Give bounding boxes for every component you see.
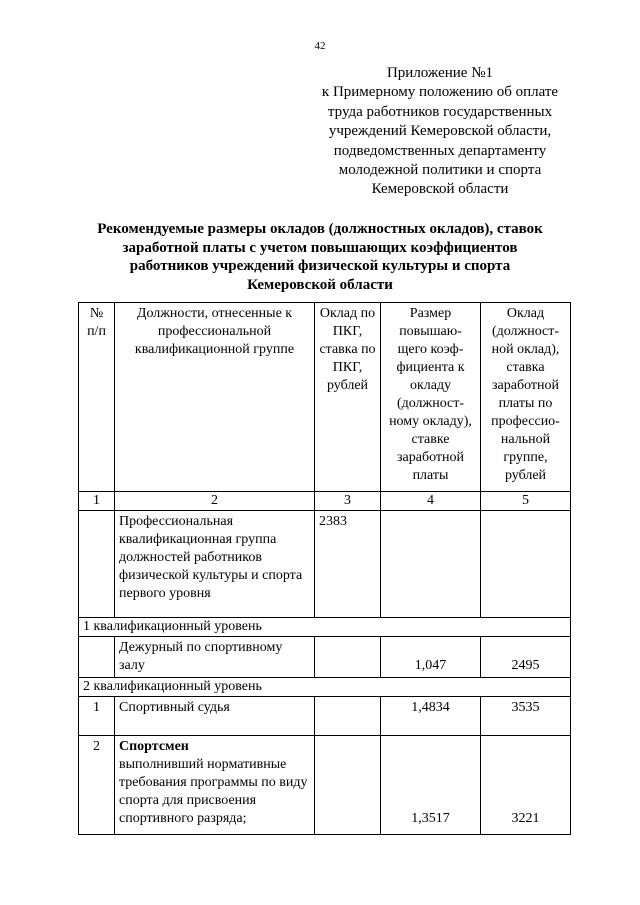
header-position: Должности, отнесенные к профессиональной квалификационной группе bbox=[115, 303, 315, 492]
column-number: 3 bbox=[315, 492, 381, 511]
row-num: 1 bbox=[79, 697, 115, 736]
column-number: 4 bbox=[381, 492, 481, 511]
level-label: 2 квалификационный уровень bbox=[79, 678, 571, 697]
annex-line: молодежной политики и спорта bbox=[338, 162, 542, 179]
level-label: 1 квалификационный уровень bbox=[79, 618, 571, 637]
annex-line: подведомственных департаменту bbox=[333, 142, 547, 159]
row-salary: 3535 bbox=[481, 697, 571, 736]
annex-line: Приложение №1 bbox=[386, 65, 494, 81]
row-coefficient: 1,3517 bbox=[381, 736, 481, 835]
annex-line: к Примерному положению об оплате bbox=[321, 84, 559, 101]
annex-line: Кемеровской области bbox=[371, 181, 509, 198]
annex-line: учреждений Кемеровской области, bbox=[328, 123, 552, 140]
row-salary: 2495 bbox=[481, 637, 571, 678]
header-coefficient: Размер повышаю-щего коэф-фициента к окладу (должност-ному окладу), ставке заработной платы bbox=[381, 303, 481, 492]
group-row bbox=[79, 511, 571, 618]
group-salary-pkg: 2383 bbox=[315, 511, 381, 618]
page-number: 42 bbox=[314, 40, 326, 52]
row-num bbox=[79, 637, 115, 678]
column-number: 1 bbox=[79, 492, 115, 511]
row-salary-pkg bbox=[315, 697, 381, 736]
level-row bbox=[79, 618, 571, 637]
row-salary: 3221 bbox=[481, 736, 571, 835]
column-number: 2 bbox=[115, 492, 315, 511]
column-number: 5 bbox=[481, 492, 571, 511]
row-position-cell bbox=[115, 736, 315, 835]
header-salary-final: Оклад (должност-ной оклад), ставка заработной платы по профессио-нальной группе, рублей bbox=[481, 303, 571, 492]
row-coefficient: 1,047 bbox=[381, 637, 481, 678]
row-position-note: выполнивший нормативные требования программы по виду спорта для присвоения спортивного разряда; bbox=[119, 757, 308, 826]
salary-table bbox=[78, 302, 571, 835]
table-row bbox=[79, 637, 571, 678]
level-row bbox=[79, 678, 571, 697]
row-salary-pkg bbox=[315, 736, 381, 835]
title-line: Кемеровской области bbox=[247, 276, 393, 293]
row-position-name: Дежурный по спортивному залу bbox=[115, 637, 315, 678]
title-line: Рекомендуемые размеры окладов (должностных окладов), ставок bbox=[97, 221, 543, 237]
group-name: Профессиональная квалификационная группа должностей работников физической культуры и спорта первого уровня bbox=[115, 511, 315, 618]
column-number-row bbox=[79, 492, 571, 511]
group-coefficient bbox=[381, 511, 481, 618]
document-title bbox=[60, 220, 580, 294]
group-salary-final bbox=[481, 511, 571, 618]
row-salary-pkg bbox=[315, 637, 381, 678]
header-num: № п/п bbox=[79, 303, 115, 492]
table-row bbox=[79, 736, 571, 835]
row-position-name: Спортивный судья bbox=[115, 697, 315, 736]
table-row bbox=[79, 697, 571, 736]
row-num: 2 bbox=[79, 736, 115, 835]
title-line: заработной платы с учетом повышающих коэффициентов bbox=[122, 239, 518, 256]
table-header-row bbox=[79, 303, 571, 492]
annex-line: труда работников государственных bbox=[327, 103, 553, 120]
row-position-name: Спортсмен bbox=[119, 739, 189, 754]
row-coefficient: 1,4834 bbox=[381, 697, 481, 736]
annex-header bbox=[290, 64, 590, 200]
group-num bbox=[79, 511, 115, 618]
title-line: работников учреждений физической культуры и спорта bbox=[129, 258, 511, 274]
header-salary-pkg: Оклад по ПКГ, ставка по ПКГ, рублей bbox=[315, 303, 381, 492]
